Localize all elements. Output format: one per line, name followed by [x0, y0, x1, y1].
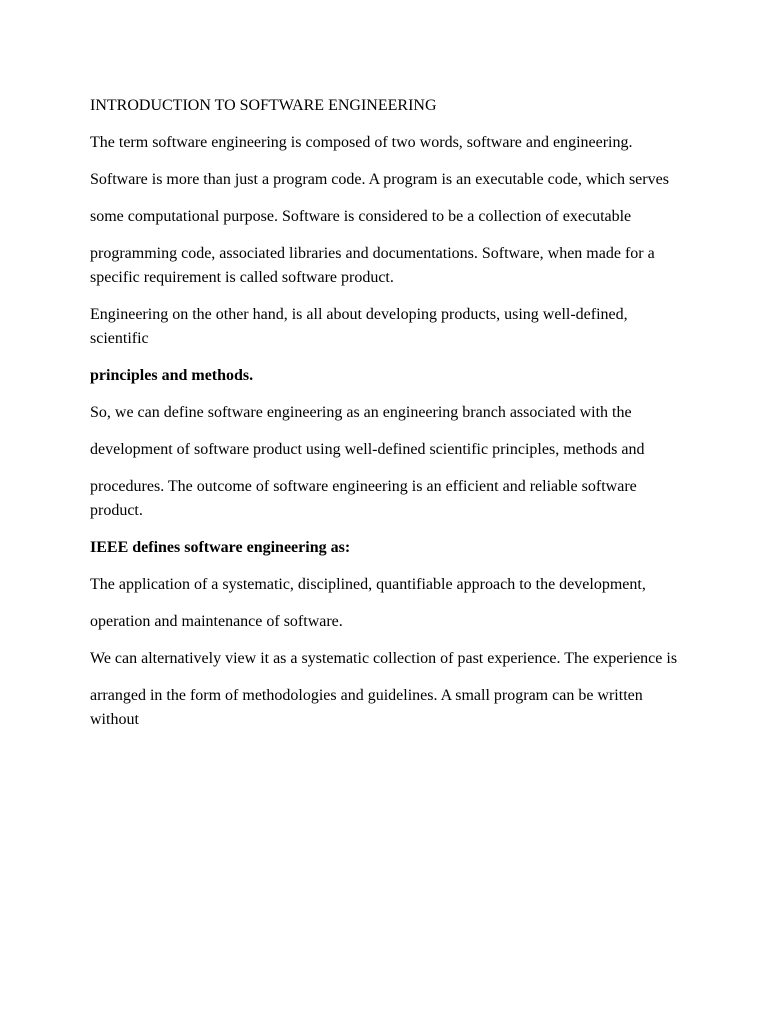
paragraph: Software is more than just a program code. A program is an executable code, which serves [90, 171, 669, 188]
paragraph: So, we can define software engineering as an engineering branch associated with the [90, 404, 632, 421]
paragraph: We can alternatively view it as a systematic collection of past experience. The experience is [90, 650, 678, 667]
paragraph: procedures. The outcome of software engineering is an efficient and reliable software product. [90, 478, 637, 519]
paragraph: operation and maintenance of software. [90, 613, 343, 630]
paragraph: Engineering on the other hand, is all about developing products, using well-defined, scientific [90, 306, 628, 347]
document-heading: INTRODUCTION TO SOFTWARE ENGINEERING [90, 97, 437, 114]
document-body [90, 94, 680, 745]
paragraph: The application of a systematic, disciplined, quantifiable approach to the development, [90, 576, 646, 593]
paragraph: some computational purpose. Software is considered to be a collection of executable [90, 208, 632, 225]
bold-paragraph: principles and methods. [90, 367, 254, 384]
bold-paragraph: IEEE defines software engineering as: [90, 539, 351, 556]
paragraph: The term software engineering is composed of two words, software and engineering. [90, 134, 633, 151]
paragraph: development of software product using well-defined scientific principles, methods and [90, 441, 645, 458]
paragraph: arranged in the form of methodologies and guidelines. A small program can be written without [90, 687, 643, 728]
paragraph: programming code, associated libraries and documentations. Software, when made for a specific requirement is called software product. [90, 245, 655, 286]
